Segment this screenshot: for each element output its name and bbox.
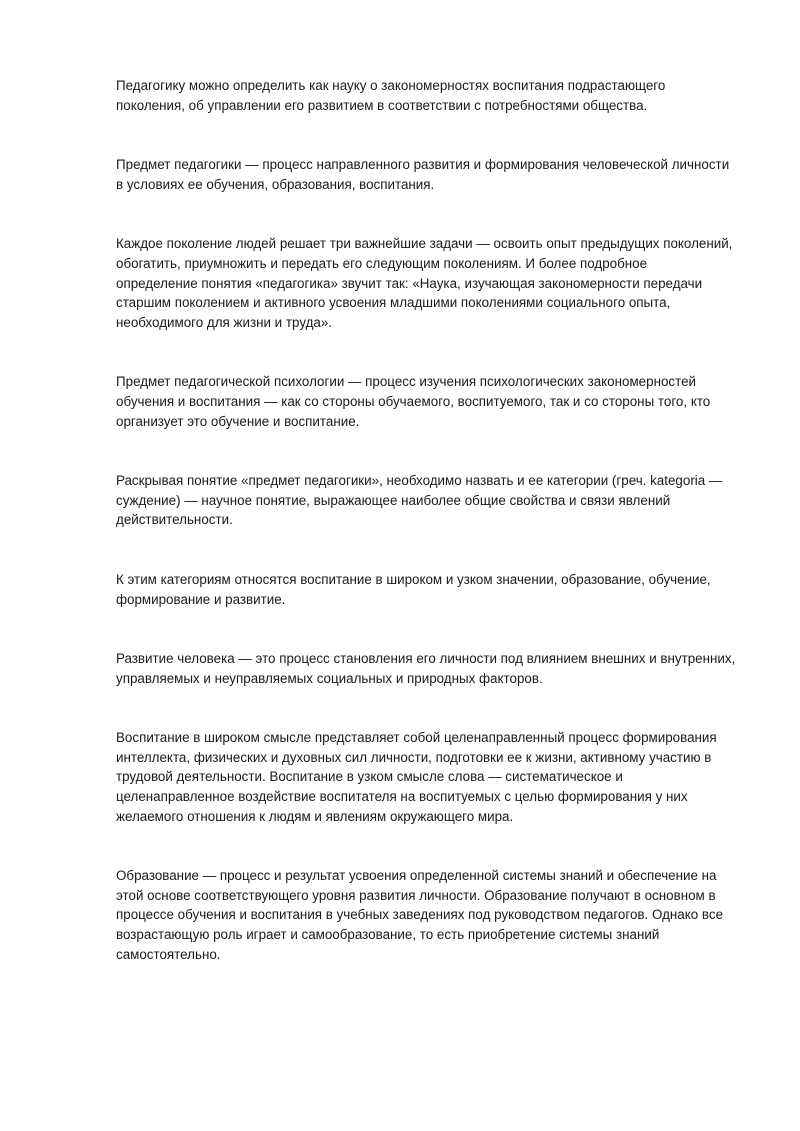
text-line: процессе обучения и воспитания в учебных заведениях под руководством педагогов. Однако все	[116, 907, 724, 923]
text-line: Развитие человека — это процесс становления его личности под влиянием внешних и внутренних,	[116, 651, 736, 667]
text-line: этой основе соответствующего уровня развития личности. Образование получают в основном в	[116, 887, 716, 903]
text-line: Предмет педагогики — процесс направленного развития и формирования человеческой личности	[116, 157, 730, 173]
text-line: в условиях ее обучения, образования, воспитания.	[116, 176, 435, 192]
text-line: возрастающую роль играет и самообразование, то есть приобретение системы знаний	[116, 927, 660, 943]
text-line: К этим категориям относятся воспитание в широком и узком значении, образование, обучение,	[116, 571, 711, 587]
text-line: обогатить, приумножить и передать его следующим поколениям. И более подробное	[116, 255, 648, 271]
paragraph-pedagogy-subject	[116, 155, 756, 194]
text-line: трудовой деятельности. Воспитание в узком смысле слова — систематическое и	[116, 769, 623, 785]
text-line: организует это обучение и воспитание.	[116, 413, 360, 429]
paragraph-generations-tasks	[116, 234, 756, 332]
text-line: Педагогику можно определить как науку о закономерностях воспитания подрастающего	[116, 78, 666, 93]
text-line: действительности.	[116, 512, 233, 528]
text-line: формирование и развитие.	[116, 591, 286, 607]
text-line: интеллекта, физических и духовных сил личности, подготовки ее к жизни, активному участию в	[116, 749, 712, 765]
text-line: Каждое поколение людей решает три важнейшие задачи — освоить опыт предыдущих поколений,	[116, 236, 733, 252]
text-line: Раскрывая понятие «предмет педагогики», необходимо назвать и ее категории (греч. kategoria —	[116, 473, 723, 489]
text-line: определение понятия «педагогика» звучит так: «Наука, изучающая закономерности передачи	[116, 275, 703, 291]
text-line: суждение) — научное понятие, выражающее наиболее общие свойства и связи явлений	[116, 492, 671, 508]
text-line: управляемых и неуправляемых социальных и природных факторов.	[116, 670, 543, 686]
text-line: желаемого отношения к людям и явлениям окружающего мира.	[116, 808, 514, 824]
text-line: Воспитание в широком смысле представляет собой целенаправленный процесс формирования	[116, 730, 717, 746]
paragraph-education	[116, 866, 756, 964]
text-line: самостоятельно.	[116, 946, 221, 962]
text-line: старшим поколением и активного усвоения младшими поколениями социального опыта,	[116, 295, 671, 311]
paragraph-categories	[116, 471, 756, 530]
paragraph-human-development	[116, 649, 756, 688]
text-line: целенаправленное воздействие воспитателя на воспитуемых с целью формирования у них	[116, 789, 688, 805]
paragraph-upbringing	[116, 728, 756, 826]
text-line: Предмет педагогической психологии — процесс изучения психологических закономерностей	[116, 374, 697, 390]
text-line: необходимого для жизни и труда».	[116, 314, 332, 330]
text-line: обучения и воспитания — как со стороны обучаемого, воспитуемого, так и со стороны того, кто	[116, 393, 711, 409]
document-body	[116, 76, 756, 1004]
paragraph-pedagogical-psychology	[116, 372, 756, 431]
text-line: Образование — процесс и результат усвоения определенной системы знаний и обеспечение на	[116, 868, 717, 884]
text-line: поколения, об управлении его развитием в соответствии с потребностями общества.	[116, 97, 648, 113]
paragraph-category-list	[116, 570, 756, 609]
paragraph-pedagogy-definition	[116, 76, 756, 115]
